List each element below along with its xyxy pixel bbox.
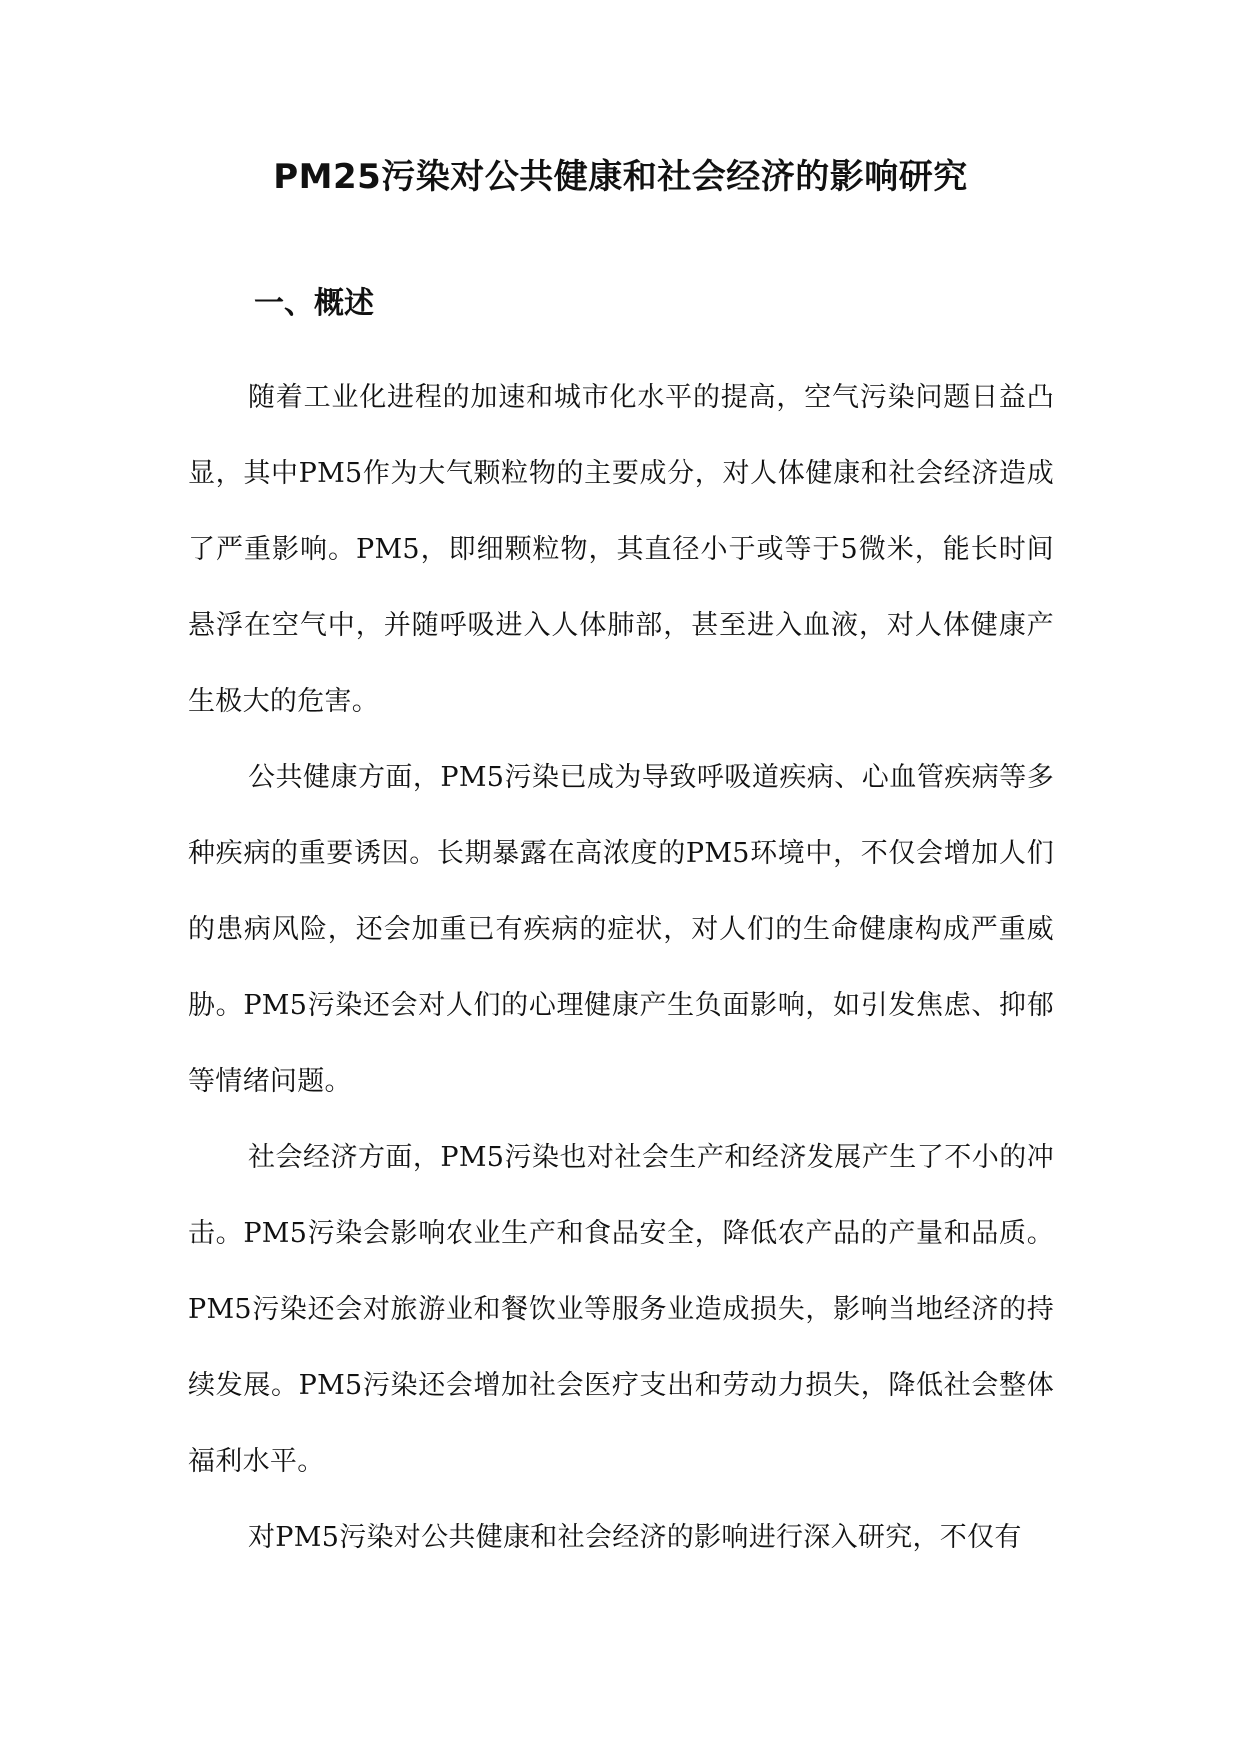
body-text xyxy=(188,360,1054,1576)
section-heading-overview: 一、概述 xyxy=(254,286,374,321)
document-title: PM25污染对公共健康和社会经济的影响研究 xyxy=(273,157,968,197)
paragraph-public-health: 公共健康方面，PM5污染已成为导致呼吸道疾病、心血管疾病等多种疾病的重要诱因。长期暴露在高浓度的PM5环境中，不仅会增加人们的患病风险，还会加重已有疾病的症状，对人们的生命健康构成严重威胁。PM5污染还会对人们的心理健康产生负面影响，如引发焦虑、抑郁等情绪问题。 xyxy=(188,762,1054,1097)
paragraph-research-significance: 对PM5污染对公共健康和社会经济的影响进行深入研究，不仅有 xyxy=(248,1522,1022,1553)
paragraph-socio-economic: 社会经济方面，PM5污染也对社会生产和经济发展产生了不小的冲击。PM5污染会影响农业生产和食品安全，降低农产品的产量和品质。PM5污染还会对旅游业和餐饮业等服务业造成损失，影响当地经济的持续发展。PM5污染还会增加社会医疗支出和劳动力损失，降低社会整体福利水平。 xyxy=(188,1142,1054,1477)
paragraph-intro: 随着工业化进程的加速和城市化水平的提高，空气污染问题日益凸显，其中PM5作为大气颗粒物的主要成分，对人体健康和社会经济造成了严重影响。PM5，即细颗粒物，其直径小于或等于5微米，能长时间悬浮在空气中，并随呼吸进入人体肺部，甚至进入血液，对人体健康产生极大的危害。 xyxy=(188,382,1054,717)
